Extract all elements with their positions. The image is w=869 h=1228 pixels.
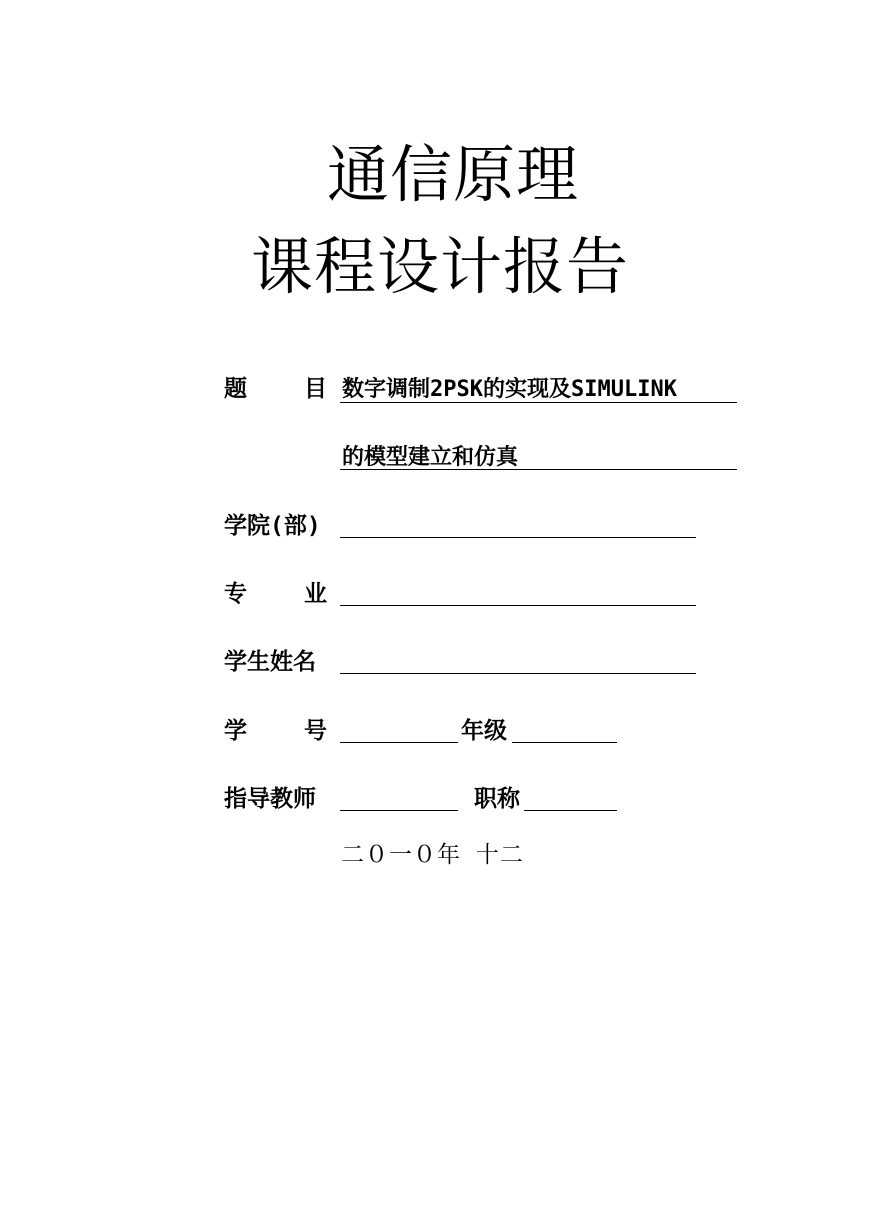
topic-underline-2 [340, 469, 737, 470]
grade-label: 年级 [461, 718, 507, 744]
student-id-label [224, 720, 327, 743]
advisor-title-input-line[interactable] [524, 810, 617, 811]
topic-value-line-1: 数字调制2PSK的实现及SIMULINK [342, 377, 677, 402]
title-line-2: 课程设计报告 [251, 230, 630, 303]
student-name-input-line[interactable] [340, 673, 696, 674]
topic-label [224, 378, 327, 401]
student-id-label-char-2: 号 [304, 718, 327, 744]
topic-label-char-1: 题 [224, 376, 247, 402]
major-label-char-2: 业 [304, 581, 327, 607]
topic-label-char-2: 目 [304, 376, 327, 402]
major-input-line[interactable] [340, 605, 696, 606]
college-input-line[interactable] [340, 537, 696, 538]
topic-underline-1 [340, 402, 737, 403]
college-label: 学院(部) [224, 513, 321, 539]
date-text: 二０一０年 十二 [341, 842, 524, 868]
student-name-label: 学生姓名 [224, 649, 316, 675]
student-id-input-line[interactable] [340, 742, 458, 743]
student-id-label-char-1: 学 [224, 718, 247, 744]
advisor-label: 指导教师 [224, 786, 316, 812]
topic-value-line-2: 的模型建立和仿真 [342, 445, 519, 470]
major-label-char-1: 专 [224, 581, 247, 607]
major-label [224, 583, 327, 606]
advisor-title-label: 职称 [474, 786, 520, 812]
grade-input-line[interactable] [512, 742, 617, 743]
advisor-input-line[interactable] [340, 810, 458, 811]
title-line-1: 通信原理 [327, 138, 580, 211]
